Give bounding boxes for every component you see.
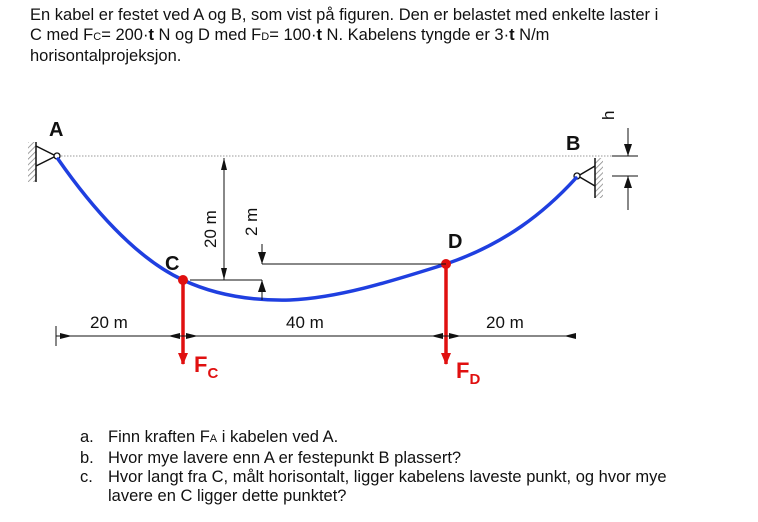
question-b: b. Hvor mye lavere enn A er festepunkt B plassert?	[80, 449, 462, 467]
h-arrow-bottom	[624, 176, 632, 188]
dim-2m-arrow-bottom	[258, 280, 266, 292]
dim-arrow-d-right	[449, 333, 461, 339]
dim-20m-arrow-bottom	[221, 268, 227, 280]
intro-line-2: C med FC= 200·t N og D med FD= 100·t N. Kabelens tyngde er 3·t N/m	[30, 25, 550, 44]
dim-label-20m-right: 20 m	[486, 313, 524, 332]
question-c-continued: lavere en C ligger dette punktet?	[108, 487, 347, 505]
dim-arrow-b	[564, 333, 576, 339]
force-c-label: $F_C$	[194, 352, 219, 382]
dim-label-h: h	[599, 110, 618, 120]
label-c: C	[165, 253, 180, 275]
force-d-label: $F_D$	[456, 358, 481, 388]
dim-label-20m-vertical: 20 m	[201, 210, 220, 248]
intro-line-1: En kabel er festet ved A og B, som vist på figuren. Den er belastet med enkelte laster i	[30, 6, 659, 24]
dim-label-40m: 40 m	[286, 313, 324, 332]
dim-arrow-d-left	[431, 333, 443, 339]
support-b	[574, 158, 603, 198]
dim-20m-arrow-top	[221, 158, 227, 170]
question-a: a. Finn kraften FA i kabelen ved A.	[80, 428, 339, 446]
question-list	[80, 428, 740, 506]
dim-arrow-c-left	[168, 333, 180, 339]
question-c: c. Hvor langt fra C, målt horisontalt, ligger kabelens laveste punkt, og hvor mye	[80, 468, 667, 486]
dim-label-20m-left: 20 m	[90, 313, 128, 332]
h-arrow-top	[624, 144, 632, 156]
label-b: B	[566, 133, 581, 155]
support-a	[28, 142, 60, 182]
label-a: A	[49, 119, 64, 141]
label-d: D	[448, 231, 463, 253]
dim-arrow-c-right	[186, 333, 198, 339]
cable	[58, 159, 576, 300]
dim-arrow-a	[60, 333, 72, 339]
intro-line-3: horisontalprojeksjon.	[30, 47, 182, 65]
dim-2m-arrow-top	[258, 252, 266, 264]
dim-label-2m-vertical: 2 m	[242, 207, 261, 236]
